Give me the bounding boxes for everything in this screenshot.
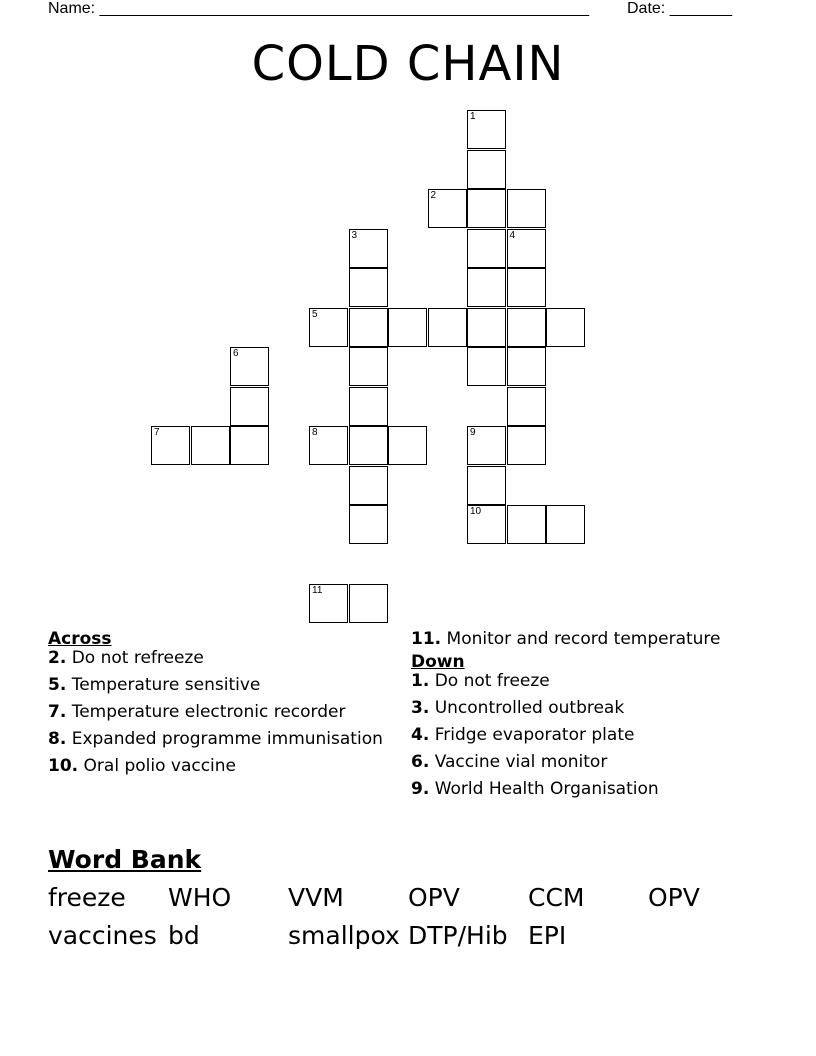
clue-item xyxy=(48,676,408,695)
crossword-cell[interactable] xyxy=(467,505,506,544)
word-bank-item: smallpox xyxy=(288,921,400,950)
page-title: COLD CHAIN xyxy=(251,36,565,92)
crossword-cell[interactable] xyxy=(309,426,348,465)
crossword-cell[interactable] xyxy=(349,505,388,544)
clue-number: 7 xyxy=(154,427,160,438)
clue-number: 8 xyxy=(312,427,318,438)
crossword-cell[interactable] xyxy=(349,387,388,426)
crossword-cell[interactable] xyxy=(467,466,506,505)
crossword-cell[interactable] xyxy=(507,387,546,426)
crossword-cell[interactable] xyxy=(349,426,388,465)
clue-item xyxy=(48,703,408,722)
crossword-cell[interactable] xyxy=(309,308,348,347)
crossword-cell[interactable] xyxy=(191,426,230,465)
crossword-cell[interactable] xyxy=(467,347,506,386)
crossword-cell[interactable] xyxy=(230,347,269,386)
clue-item-text: Temperature electronic recorder xyxy=(66,702,346,722)
name-field-label: Name: _______________________________________________________ xyxy=(48,0,589,17)
clue-item-number: 7. xyxy=(48,702,67,722)
clue-number: 2 xyxy=(430,190,437,201)
clue-item xyxy=(411,630,771,649)
crossword-cell[interactable] xyxy=(507,308,546,347)
word-bank-item: WHO xyxy=(168,883,232,912)
clue-item-text: World Health Organisation xyxy=(429,779,659,799)
clue-number: 10 xyxy=(470,506,482,517)
clue-item-number: 3. xyxy=(411,698,430,718)
crossword-cell[interactable] xyxy=(349,466,388,505)
word-bank-item: bd xyxy=(168,921,200,950)
crossword-cell[interactable] xyxy=(388,308,427,347)
crossword-cell[interactable] xyxy=(230,426,269,465)
clue-item-text: Temperature sensitive xyxy=(66,675,261,695)
clue-number: 6 xyxy=(233,348,239,359)
crossword-cell[interactable] xyxy=(507,268,546,307)
crossword-cell[interactable] xyxy=(546,308,585,347)
crossword-cell[interactable] xyxy=(349,229,388,268)
clue-item-number: 2. xyxy=(48,648,67,668)
crossword-cell[interactable] xyxy=(467,426,506,465)
crossword-cell[interactable] xyxy=(467,268,506,307)
crossword-cell[interactable] xyxy=(507,505,546,544)
clue-number: 9 xyxy=(470,427,476,438)
crossword-cell[interactable] xyxy=(349,308,388,347)
word-bank-item: EPI xyxy=(528,921,567,950)
crossword-cell[interactable] xyxy=(546,505,585,544)
word-bank-title: Word Bank xyxy=(48,845,202,874)
across-clue-list xyxy=(48,649,408,776)
crossword-cell[interactable] xyxy=(467,308,506,347)
down-heading: Down xyxy=(411,652,465,672)
clue-item-number: 4. xyxy=(411,725,430,745)
crossword-cell[interactable] xyxy=(507,229,546,268)
word-bank-item: DTP/Hib xyxy=(408,921,508,950)
crossword-cell[interactable] xyxy=(230,387,269,426)
clue-item xyxy=(411,672,771,691)
clue-item-text: Expanded programme immunisation xyxy=(66,729,383,749)
crossword-cell[interactable] xyxy=(467,150,506,189)
clue-item-text: Oral polio vaccine xyxy=(78,756,237,776)
clue-item xyxy=(48,649,408,668)
clue-item-text: Fridge evaporator plate xyxy=(429,725,635,745)
date-field-label: Date: _______ xyxy=(627,0,732,17)
clue-item-text: Monitor and record temperature xyxy=(441,629,721,649)
clue-number: 1 xyxy=(470,111,476,122)
clue-item-number: 6. xyxy=(411,752,430,772)
clue-item-text: Vaccine vial monitor xyxy=(429,752,608,772)
clue-item-text: Do not refreeze xyxy=(66,648,204,668)
word-bank-item: OPV xyxy=(408,883,460,912)
clue-item-number: 8. xyxy=(48,729,67,749)
clue-item xyxy=(411,699,771,718)
clue-item xyxy=(48,757,408,776)
clue-item xyxy=(411,780,771,799)
clue-item-number: 9. xyxy=(411,779,430,799)
crossword-cell[interactable] xyxy=(507,426,546,465)
crossword-cell[interactable] xyxy=(507,189,546,228)
crossword-cell[interactable] xyxy=(428,308,467,347)
crossword-cell[interactable] xyxy=(507,347,546,386)
crossword-cell[interactable] xyxy=(467,110,506,149)
down-clue-list xyxy=(411,672,771,799)
crossword-cell[interactable] xyxy=(349,347,388,386)
crossword-cell[interactable] xyxy=(151,426,190,465)
crossword-cell[interactable] xyxy=(428,189,467,228)
clue-item xyxy=(411,726,771,745)
clue-item xyxy=(411,753,771,772)
clue-item-number: 1. xyxy=(411,671,430,691)
crossword-cell[interactable] xyxy=(349,268,388,307)
across-clues xyxy=(48,630,408,784)
clue-item xyxy=(48,730,408,749)
word-bank-item: OPV xyxy=(648,883,700,912)
word-bank-item: CCM xyxy=(528,883,585,912)
clue-item-number: 10. xyxy=(48,756,79,776)
across-heading: Across xyxy=(48,629,112,649)
clue-item-number: 5. xyxy=(48,675,67,695)
crossword-cell[interactable] xyxy=(467,229,506,268)
across-clue-list-continued xyxy=(411,630,771,649)
clue-item-text: Uncontrolled outbreak xyxy=(429,698,625,718)
clues-right-column xyxy=(411,630,771,807)
word-bank-item: vaccines xyxy=(48,921,157,950)
clue-number: 5 xyxy=(312,308,318,320)
crossword-cell[interactable] xyxy=(467,189,506,228)
clue-item-number: 11. xyxy=(411,629,442,649)
crossword-cell[interactable] xyxy=(309,584,348,623)
word-bank-item: freeze xyxy=(48,883,126,912)
word-bank-item: VVM xyxy=(288,883,344,912)
clue-number: 4 xyxy=(509,229,516,241)
clue-item-text: Do not freeze xyxy=(429,671,550,691)
crossword-cell[interactable] xyxy=(349,584,388,623)
crossword-cell[interactable] xyxy=(388,426,427,465)
clue-number: 3 xyxy=(351,229,358,241)
clue-number: 11 xyxy=(312,585,323,596)
